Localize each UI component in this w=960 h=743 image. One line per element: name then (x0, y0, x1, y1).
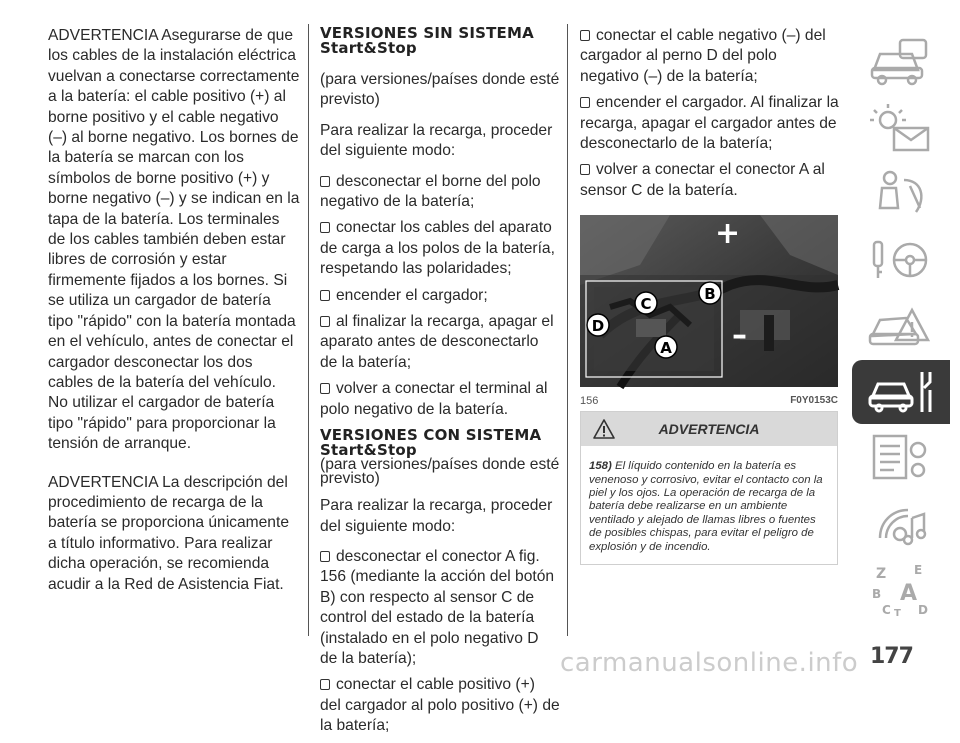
specs-icon (866, 432, 936, 484)
checkbox-bullet-icon (320, 551, 330, 562)
svg-text:D: D (918, 603, 928, 617)
figure-156-battery (580, 215, 838, 408)
tab-index[interactable] (852, 558, 950, 622)
list-item: conectar el cable positivo (+) del cargador al polo positivo (+) de la batería; (320, 676, 560, 735)
column-divider (567, 24, 568, 636)
checkbox-bullet-icon (320, 316, 330, 327)
warning-lights-icon (866, 102, 936, 154)
label-b: B (704, 285, 716, 304)
checkbox-bullet-icon (320, 383, 330, 394)
checkbox-bullet-icon (580, 30, 590, 41)
tab-multimedia[interactable] (852, 492, 950, 556)
list-item: conectar los cables del aparato de carga a los polos de la batería, respetando las polaridades; (320, 219, 555, 278)
tab-safety[interactable] (852, 162, 950, 226)
list-item: encender el cargador; (320, 286, 560, 306)
airbag-safety-icon (866, 168, 936, 220)
plus-sign-label: + (715, 216, 741, 252)
list-item: desconectar el conector A fig. 156 (mediante la acción del botón B) con respecto al sensor C de control del estado de la batería (instalado en el polo negativo D de la batería); (320, 547, 555, 667)
checkbox-bullet-icon (580, 97, 590, 108)
note-previsto-2: (para versiones/países donde esté previsto) (320, 456, 560, 488)
label-d: D (591, 317, 605, 336)
heading-con-start-stop: VERSIONES CON SISTEMA Start&Stop (320, 426, 542, 460)
minus-sign-label: – (732, 318, 747, 354)
list-item: desconectar el borne del polo negativo de la batería; (320, 172, 541, 211)
figure-code: F0Y0153C (790, 395, 838, 407)
car-dashboard-icon (866, 36, 936, 88)
car-maintenance-icon (866, 366, 936, 418)
figure-caption (580, 391, 838, 411)
tab-dashboard[interactable] (852, 30, 950, 94)
svg-text:E: E (914, 563, 923, 577)
page-number: 177 (870, 644, 913, 669)
section-tabs (852, 30, 950, 624)
svg-text:Z: Z (876, 566, 887, 582)
svg-text:T: T (894, 608, 901, 619)
watermark: carmanualsonline.info (560, 648, 859, 678)
intro-2: Para realizar la recarga, proceder del siguiente modo: (320, 497, 553, 535)
list-item: encender el cargador. Al finalizar la recarga, apagar el cargador antes de desconectarlo de la batería; (580, 94, 839, 153)
checkbox-bullet-icon (320, 679, 330, 690)
column-3 (580, 26, 840, 565)
svg-text:B: B (872, 587, 882, 601)
warning-title: ADVERTENCIA (658, 421, 760, 438)
checkbox-bullet-icon (320, 290, 330, 301)
column-2 (320, 26, 560, 743)
svg-text:C: C (882, 603, 891, 617)
svg-text:A: A (900, 581, 918, 606)
column-divider (308, 24, 309, 636)
checkbox-bullet-icon (320, 222, 330, 233)
label-a: A (660, 339, 672, 358)
tab-warning-lights[interactable] (852, 96, 950, 160)
column-1 (48, 26, 300, 613)
multimedia-icon (866, 498, 936, 550)
intro-1: Para realizar la recarga, proceder del siguiente modo: (320, 121, 553, 160)
key-steering-icon (866, 234, 936, 286)
note-previsto-1: (para versiones/países donde esté previsto) (320, 71, 560, 109)
index-icon (866, 562, 936, 618)
warning-box (580, 411, 838, 565)
warning-triangle-icon (593, 419, 615, 439)
warning-header (581, 412, 837, 446)
tab-emergency[interactable] (852, 294, 950, 358)
warning-text: 158) El líquido contenido en la batería es venenoso y corrosivo, evitar el contacto con la piel y los ojos. La operación de recarga de la batería debe realizarse en un ambiente ventilado y alejado de llamas libres o fuentes de posibles chispas, para evitar el peligro de explosión y de incendio. (589, 460, 823, 553)
tab-maintenance[interactable] (852, 360, 950, 424)
list-item: conectar el cable negativo (–) del cargador al perno D del polo negativo (–) de la batería; (580, 27, 826, 85)
advertencia-conexion: ADVERTENCIA Asegurarse de que los cables de la instalación eléctrica vuelvan a conectarse correctamente a la batería: el cable positivo (+) al borne positivo y el cable negativo (–) al borne negativo. Los bornes de la batería se marcan con los símbolos de borne positivo (+) y borne negativo (–) y se indican en la tapa de la batería. Los terminales de los cables también deben estar libres de corrosión y estar firmemente fijados a los bornes. Si se utiliza un cargador de batería tipo "rápido" con la batería montada en el vehículo, antes de conectar el cargador desconectar los dos cables de la batería del vehículo. No utilizar el cargador de batería tipo "rápido" para proporcionar la tensión de arranque. (48, 27, 300, 453)
checkbox-bullet-icon (580, 164, 590, 175)
battery-photo (580, 215, 838, 387)
checkbox-bullet-icon (320, 176, 330, 187)
emergency-icon (866, 300, 936, 352)
tab-technical-data[interactable] (852, 426, 950, 490)
tab-starting-driving[interactable] (852, 228, 950, 292)
list-item: al finalizar la recarga, apagar el aparato antes de desconectarlo de la batería; (320, 313, 554, 371)
figure-number: 156 (580, 395, 599, 408)
label-c: C (640, 295, 652, 314)
list-item: volver a conectar el terminal al polo negativo de la batería. (320, 380, 548, 418)
list-item: volver a conectar el conector A al sensor C de la batería. (580, 161, 825, 199)
heading-sin-start-stop: VERSIONES SIN SISTEMA Start&Stop (320, 24, 534, 57)
advertencia-informativo: ADVERTENCIA La descripción del procedimiento de recarga de la batería se proporciona únicamente a título informativo. Para realizar dicha operación, se recomienda acudir a la Red de Asistencia Fiat. (48, 473, 289, 593)
